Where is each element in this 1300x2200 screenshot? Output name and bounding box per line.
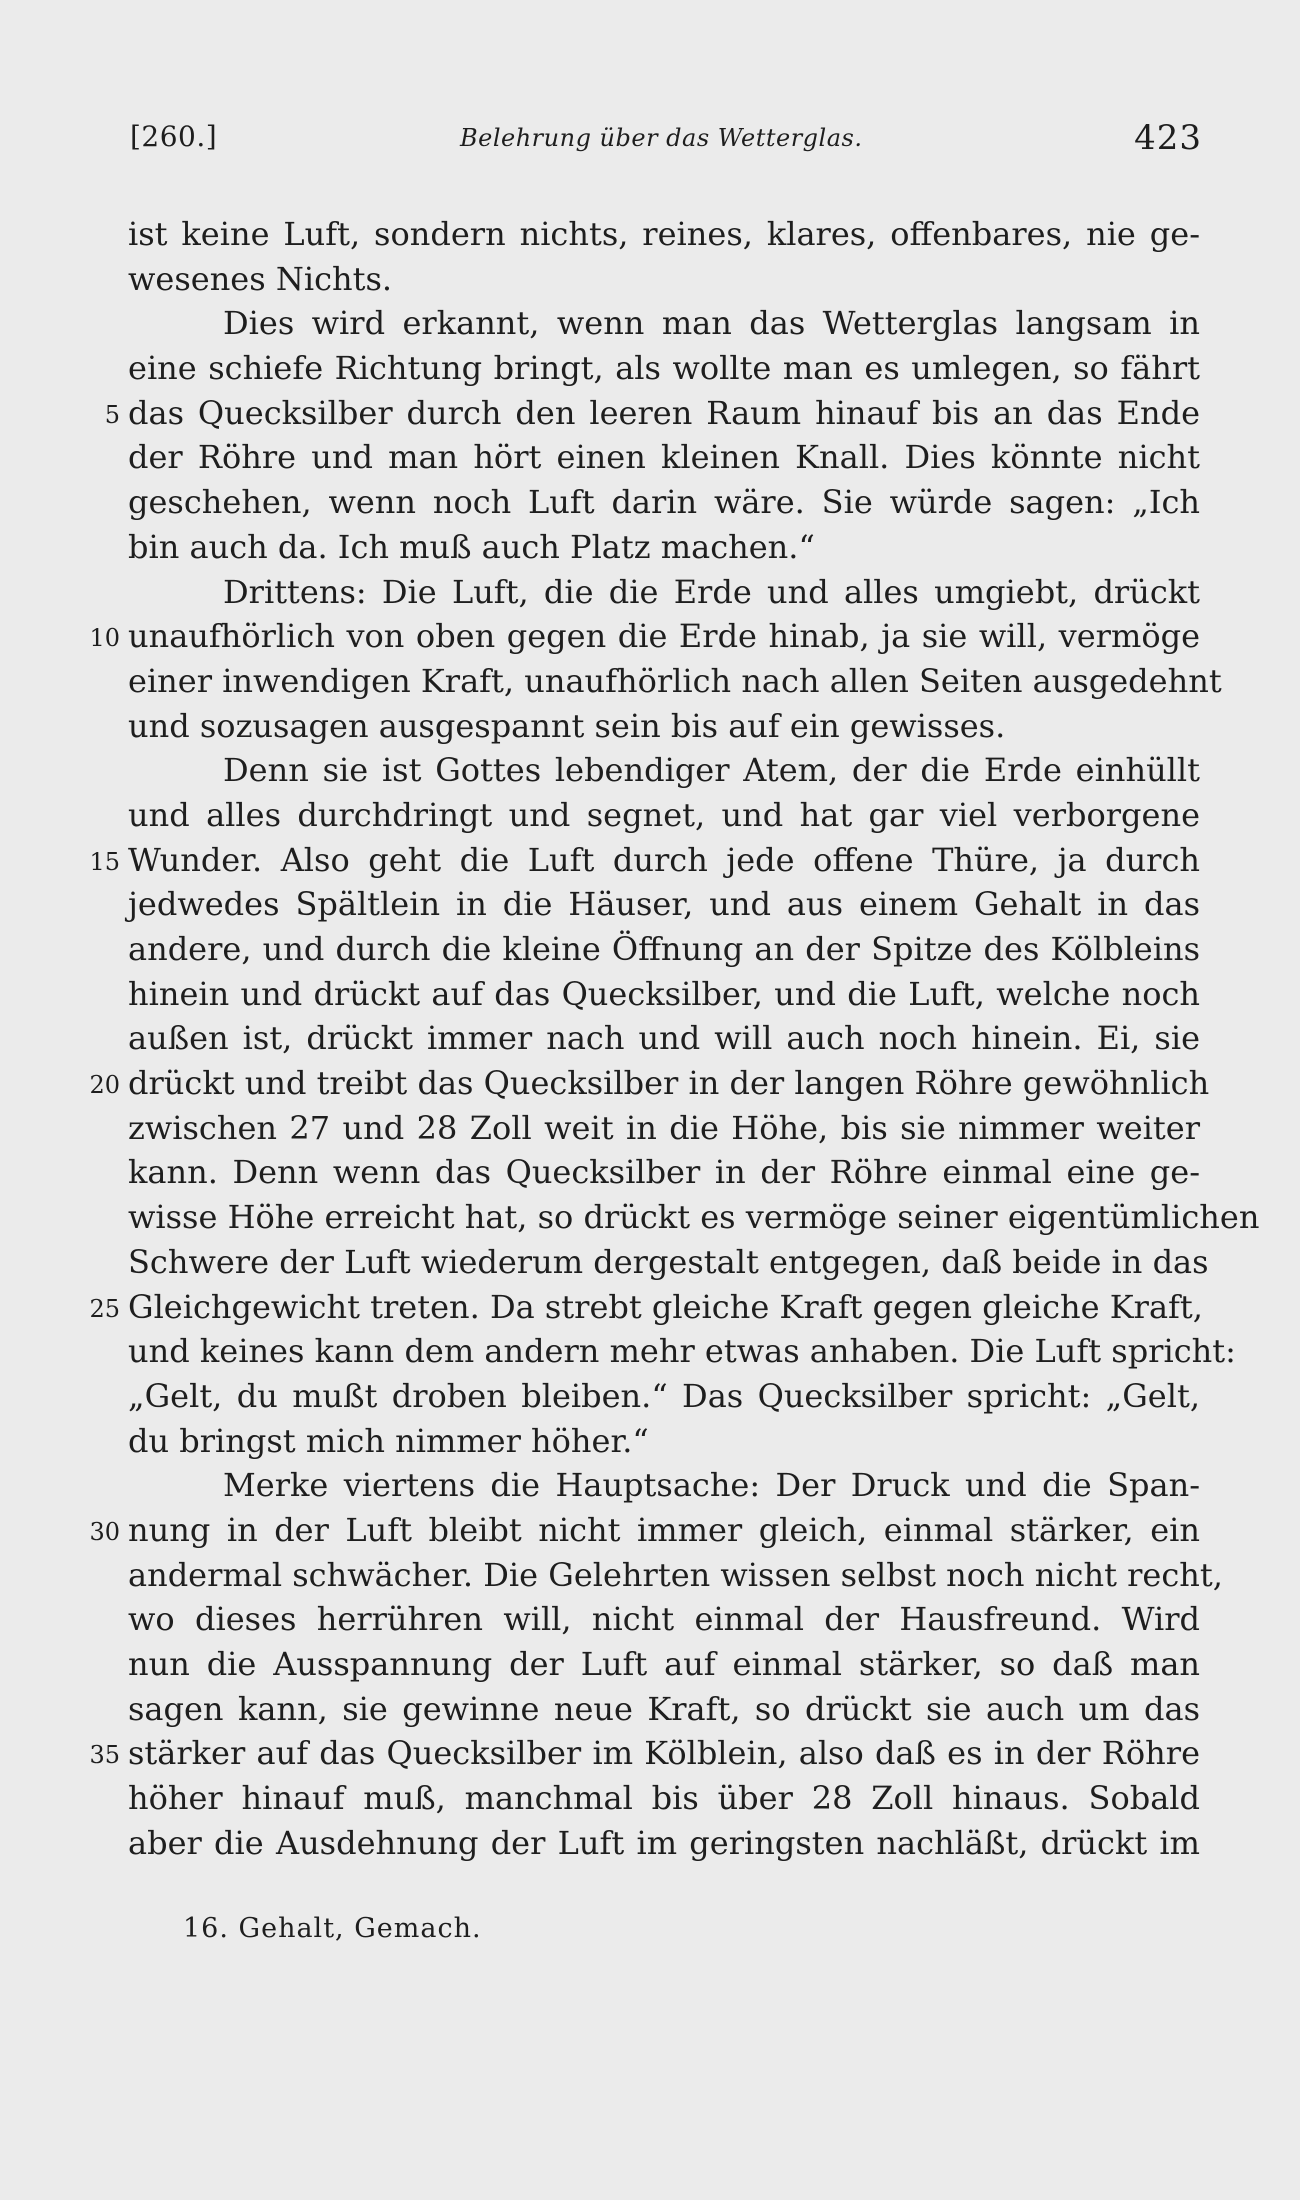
body-text [89,212,1260,1865]
text-line [128,1150,1200,1195]
line-text: du bringst mich nimmer höher.“ [128,1421,649,1460]
line-text: außen ist, drückt immer nach und will auch noch hinein. Ei, sie [128,1019,1200,1058]
text-line [128,793,1200,838]
line-text: ist keine Luft, sondern nichts, reines, klares, offenbares, nie ge- [128,215,1200,253]
line-text: drückt und treibt das Quecksilber in der langen Röhre gewöhnlich [128,1064,1210,1103]
line-text: Denn sie ist Gottes lebendiger Atem, der die Erde einhüllt [223,751,1200,790]
line-text: und keines kann dem andern mehr etwas anhaben. Die Luft spricht: [128,1332,1236,1371]
text-line [128,1195,1260,1240]
line-text: wisse Höhe erreicht hat, so drückt es vermöge seiner eigentümlichen [128,1198,1260,1237]
text-line [128,570,1200,615]
line-text: wo dieses herrühren will, nicht einmal der Hausfreund. Wird [128,1600,1200,1639]
line-text: der Röhre und man hört einen kleinen Knall. Dies könnte nicht [128,438,1200,477]
text-line [128,704,1200,749]
text-line [128,1687,1200,1732]
text-line [128,972,1200,1017]
text-line [89,838,1200,883]
text-line [128,1016,1200,1061]
line-text: Drittens: Die Luft, die die Erde und alles umgiebt, drückt [223,572,1200,611]
section-marker: [260.] [130,120,218,153]
line-text: kann. Denn wenn das Quecksilber in der Röhre einmal eine ge- [128,1153,1200,1192]
line-text: sagen kann, sie gewinne neue Kraft, so drückt sie auch um das [128,1689,1200,1728]
text-line [128,346,1200,391]
line-text: Schwere der Luft wiederum dergestalt entgegen, daß beide in das [128,1242,1209,1281]
text-line [128,301,1200,346]
text-line [104,391,1200,436]
line-text: Dies wird erkannt, wenn man das Wetterglas langsam in [223,304,1200,343]
text-line [128,927,1200,972]
text-line [89,1731,1200,1776]
line-text: „Gelt, du mußt droben bleiben.“ Das Quecksilber spricht: „Gelt, [128,1376,1200,1415]
line-text: andere, und durch die kleine Öffnung an der Spitze des Kölbleins [128,930,1200,968]
line-text: Wunder. Also geht die Luft durch jede offene Thüre, ja durch [128,840,1200,879]
line-number: 15 [89,847,120,876]
text-line [128,748,1200,793]
text-line [89,1061,1210,1106]
line-text: einer inwendigen Kraft, unaufhörlich nach allen Seiten ausgedehnt [128,661,1222,700]
line-text: zwischen 27 und 28 Zoll weit in die Höhe, bis sie nimmer weiter [128,1108,1200,1147]
line-text: unaufhörlich von oben gegen die Erde hinab, ja sie will, vermöge [128,617,1200,656]
line-text: Gleichgewicht treten. Da strebt gleiche Kraft gegen gleiche Kraft, [128,1287,1203,1326]
text-line [128,1374,1200,1419]
text-line [128,1240,1209,1285]
line-text: wesenes Nichts. [128,259,393,298]
footnote: 16. Gehalt, Gemach. [183,1913,482,1944]
line-text: nun die Ausspannung der Luft auf einmal stärker, so daß man [128,1645,1200,1683]
line-number: 25 [89,1294,120,1323]
line-text: und alles durchdringt und segnet, und hat gar viel verborgene [128,795,1200,834]
text-line [128,1329,1236,1374]
text-line [128,212,1200,257]
text-line [89,614,1200,659]
line-number: 35 [89,1741,120,1770]
running-title: Belehrung über das Wetterglas. [460,124,863,152]
page-number: 423 [1134,118,1202,158]
text-line [128,1463,1200,1508]
text-line [128,1776,1200,1821]
line-number: 30 [89,1517,120,1546]
text-line [128,257,1200,302]
text-line [128,882,1200,927]
text-line [128,435,1200,480]
line-text: bin auch da. Ich muß auch Platz machen.“ [128,527,815,566]
line-text: andermal schwächer. Die Gelehrten wissen selbst noch nicht recht, [128,1555,1223,1594]
text-line [128,1642,1200,1687]
text-line [128,1597,1200,1642]
line-text: stärker auf das Quecksilber im Kölblein, also daß es in der Röhre [128,1734,1200,1773]
line-number: 20 [89,1071,120,1100]
text-line [89,1285,1203,1330]
text-line [128,1419,1200,1464]
line-text: und sozusagen ausgespannt sein bis auf ein gewisses. [128,706,1006,745]
text-line [128,525,1200,570]
text-line [128,1553,1223,1598]
line-text: Merke viertens die Hauptsache: Der Druck und die Span- [223,1466,1200,1505]
line-text: eine schiefe Richtung bringt, als wollte man es umlegen, so fährt [128,349,1200,388]
text-line [89,1508,1200,1553]
line-text: hinein und drückt auf das Quecksilber, und die Luft, welche noch [128,974,1200,1013]
text-line [128,1106,1200,1151]
line-number: 5 [104,400,120,429]
line-number: 10 [89,624,120,653]
text-line [128,1821,1200,1866]
line-text: das Quecksilber durch den leeren Raum hinauf bis an das Ende [128,393,1200,432]
text-line [128,659,1222,704]
text-line [128,480,1200,525]
line-text: aber die Ausdehnung der Luft im geringsten nachläßt, drückt im [128,1823,1200,1862]
line-text: nung in der Luft bleibt nicht immer gleich, einmal stärker, ein [128,1510,1200,1549]
line-text: jedwedes Spältlein in die Häuser, und aus einem Gehalt in das [128,885,1200,924]
running-head [0,120,1300,160]
line-text: höher hinauf muß, manchmal bis über 28 Zoll hinaus. Sobald [128,1779,1200,1818]
line-text: geschehen, wenn noch Luft darin wäre. Sie würde sagen: „Ich [128,483,1200,522]
